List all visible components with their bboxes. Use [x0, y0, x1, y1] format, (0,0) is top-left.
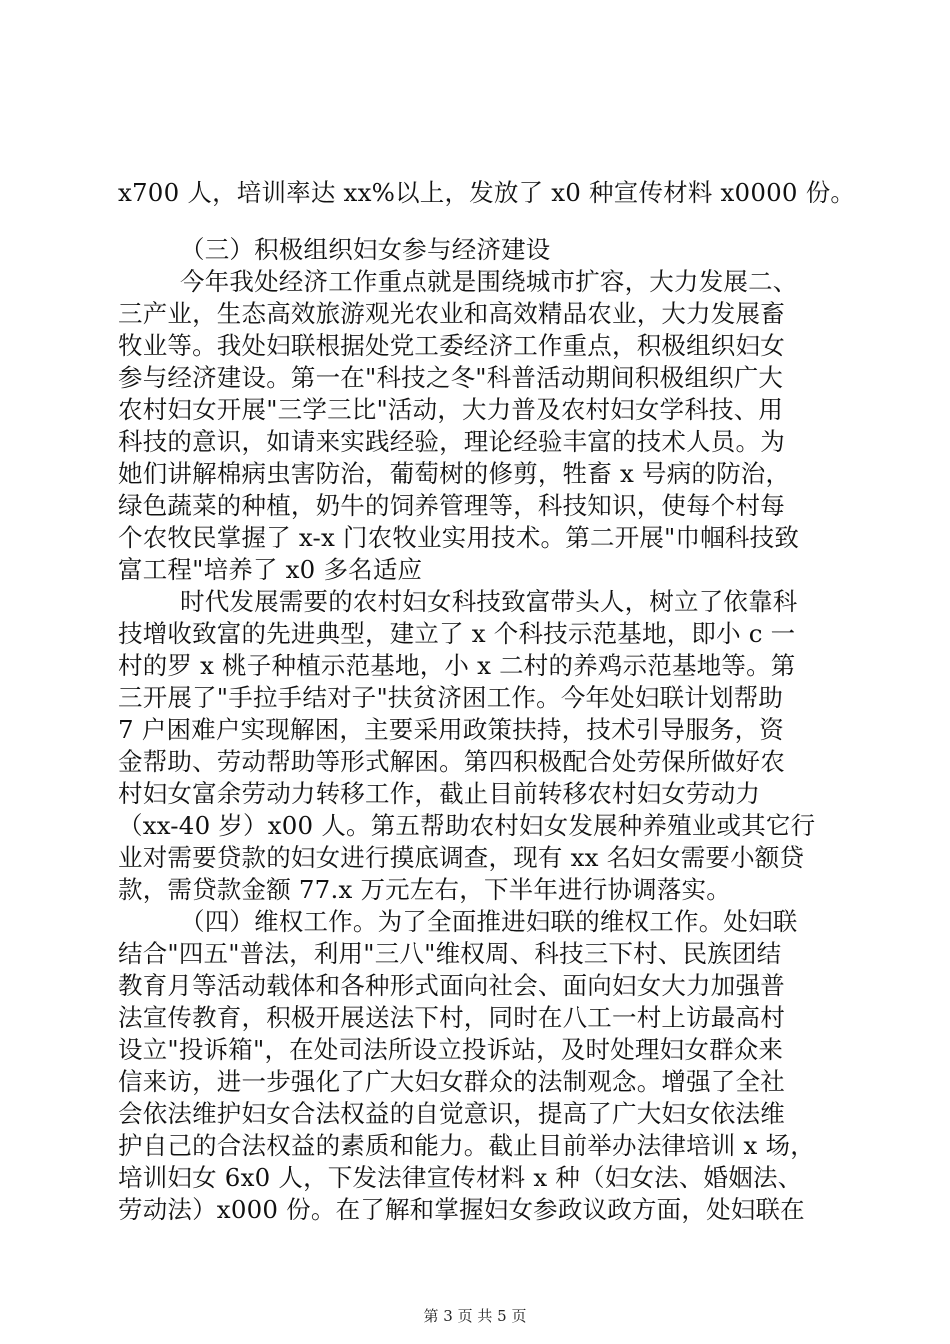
paragraph-line: 7 户困难户实现解困，主要采用政策扶持，技术引导服务，资 [118, 715, 784, 744]
paragraph-line: 她们讲解棉病虫害防治，葡萄树的修剪，牲畜 x 号病的防治， [118, 459, 791, 488]
paragraph-line: （xx-40 岁）x00 人。第五帮助农村妇女发展种养殖业或其它行 [118, 811, 816, 840]
section-heading: （三）积极组织妇女参与经济建设 [180, 235, 551, 264]
page-number-footer: 第 3 页 共 5 页 [423, 1307, 527, 1325]
paragraph-line: 结合"四五"普法，利用"三八"维权周、科技三下村、民族团结 [118, 939, 782, 968]
paragraph-line: 业对需要贷款的妇女进行摸底调查，现有 xx 名妇女需要小额贷 [118, 843, 805, 872]
paragraph-line: 三开展了"手拉手结对子"扶贫济困工作。今年处妇联计划帮助 [118, 683, 784, 712]
paragraph-line: 牧业等。我处妇联根据处党工委经济工作重点，积极组织妇女 [118, 331, 785, 360]
paragraph-line: 个农牧民掌握了 x-x 门农牧业实用技术。第二开展"巾帼科技致 [118, 523, 800, 552]
text-line: x700 人，培训率达 xx%以上，发放了 x0 种宣传材料 x0000 份。 [118, 178, 856, 207]
paragraph-line: 会依法维护妇女合法权益的自觉意识，提高了广大妇女依法维 [118, 1099, 785, 1128]
paragraph-line: 劳动法）x000 份。在了解和掌握妇女参政议政方面，处妇联在 [118, 1195, 805, 1224]
paragraph-line: 技增收致富的先进典型，建立了 x 个科技示范基地，即小 c 一 [118, 619, 796, 648]
paragraph-line: 培训妇女 6x0 人，下发法律宣传材料 x 种（妇女法、婚姻法、 [118, 1163, 803, 1192]
paragraph-line: 农村妇女开展"三学三比"活动，大力普及农村妇女学科技、用 [118, 395, 784, 424]
paragraph-line: 参与经济建设。第一在"科技之冬"科普活动期间积极组织广大 [118, 363, 784, 392]
paragraph-line: 今年我处经济工作重点就是围绕城市扩容，大力发展二、 [180, 267, 798, 296]
paragraph-line: 金帮助、劳动帮助等形式解困。第四积极配合处劳保所做好农 [118, 747, 785, 776]
paragraph-line: 款，需贷款金额 77.x 万元左右，下半年进行协调落实。 [118, 875, 731, 904]
paragraph-line: 富工程"培养了 x0 多名适应 [118, 555, 423, 584]
paragraph-line: 教育月等活动载体和各种形式面向社会、面向妇女大力加强普 [118, 971, 785, 1000]
paragraph-line: 村的罗 x 桃子种植示范基地，小 x 二村的养鸡示范基地等。第 [118, 651, 796, 680]
paragraph-line: 护自己的合法权益的素质和能力。截止目前举办法律培训 x 场， [118, 1131, 815, 1160]
paragraph-line: 信来访，进一步强化了广大妇女群众的法制观念。增强了全社 [118, 1067, 785, 1096]
paragraph-line: 绿色蔬菜的种植，奶牛的饲养管理等，科技知识，使每个村每 [118, 491, 785, 520]
paragraph-line: 法宣传教育，积极开展送法下村，同时在八工一村上访最高村 [118, 1003, 785, 1032]
paragraph-line: 时代发展需要的农村妇女科技致富带头人，树立了依靠科 [180, 587, 798, 616]
paragraph-line: 村妇女富余劳动力转移工作，截止目前转移农村妇女劳动力 [118, 779, 761, 808]
paragraph-line: 设立"投诉箱"，在处司法所设立投诉站，及时处理妇女群众来 [118, 1035, 784, 1064]
section-heading: （四）维权工作。为了全面推进妇联的维权工作。处妇联 [180, 907, 798, 936]
paragraph-line: 三产业，生态高效旅游观光农业和高效精品农业，大力发展畜 [118, 299, 785, 328]
paragraph-line: 科技的意识，如请来实践经验，理论经验丰富的技术人员。为 [118, 427, 785, 456]
